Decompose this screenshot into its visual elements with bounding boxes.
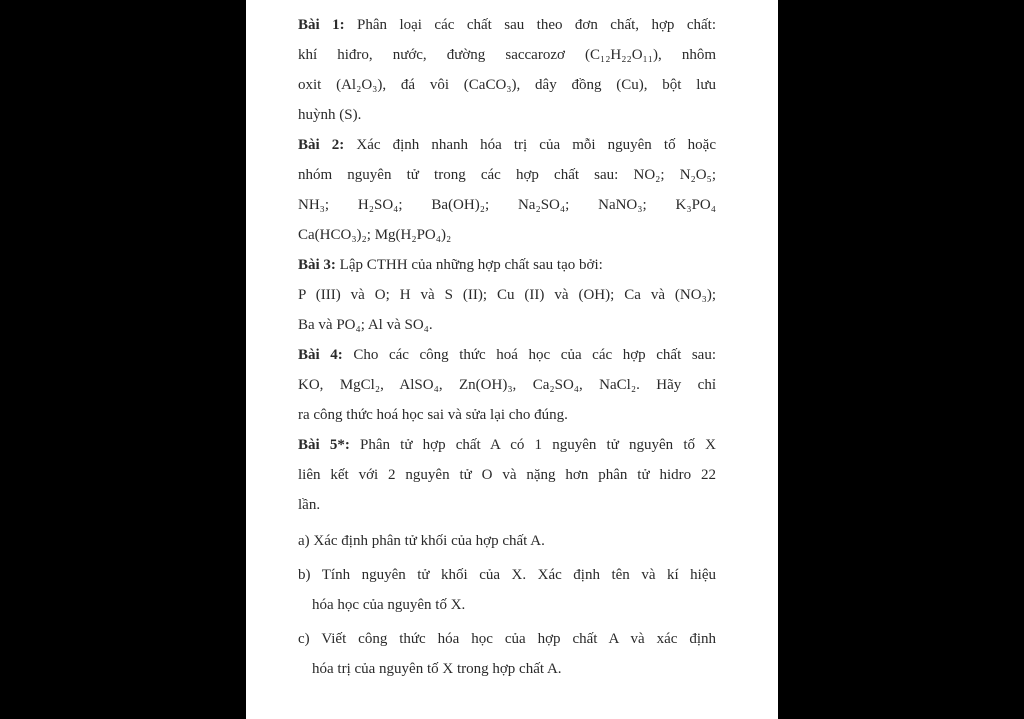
exercise-line: huỳnh (S). xyxy=(298,107,362,123)
exercise-line: lần. xyxy=(298,497,321,513)
exercise-label: Bài 2: xyxy=(298,137,345,153)
exercise-5 xyxy=(298,430,716,520)
exercise-line: nhóm nguyên tử trong các hợp chất sau: NO₂; N₂O₅; xyxy=(298,167,716,183)
exercise-line: Bài 4: Cho các công thức hoá học của các hợp chất sau: xyxy=(298,347,716,363)
sub-question-line: hóa học của nguyên tố X. xyxy=(312,597,466,613)
sub-question-line: b) Tính nguyên tử khối của X. Xác định tên và kí hiệu xyxy=(298,567,716,583)
exercise-line: khí hiđro, nước, đường saccarozơ (C₁₂H₂₂O₁₁), nhôm xyxy=(298,47,716,63)
exercise-1 xyxy=(298,10,716,130)
exercise-2 xyxy=(298,130,716,250)
sub-question-b xyxy=(298,560,716,620)
exercise-line: Ca(HCO₃)₂; Mg(H₂PO₄)₂ xyxy=(298,227,452,243)
sub-question-c xyxy=(298,624,716,684)
document-content xyxy=(298,10,716,684)
sub-question-a xyxy=(298,526,716,556)
exercise-line: oxit (Al₂O₃), đá vôi (CaCO₃), dây đồng (Cu), bột lưu xyxy=(298,77,716,93)
exercise-label: Bài 4: xyxy=(298,347,343,363)
exercise-label: Bài 5*: xyxy=(298,437,350,453)
exercise-label: Bài 1: xyxy=(298,17,345,33)
exercise-line: Bài 3: Lập CTHH của những hợp chất sau tạo bởi: xyxy=(298,257,603,273)
exercise-line: ra công thức hoá học sai và sửa lại cho đúng. xyxy=(298,407,568,423)
document-page xyxy=(246,0,778,719)
exercise-line: Bài 5*: Phân tử hợp chất A có 1 nguyên tử nguyên tố X xyxy=(298,437,716,453)
sub-question-line: c) Viết công thức hóa học của hợp chất A và xác định xyxy=(298,631,716,647)
sub-question-line: hóa trị của nguyên tố X trong hợp chất A. xyxy=(312,661,562,677)
exercise-line: NH₃; H₂SO₄; Ba(OH)₂; Na₂SO₄; NaNO₃; K₃PO₄ xyxy=(298,197,716,213)
exercise-line: P (III) và O; H và S (II); Cu (II) và (OH); Ca và (NO₃); xyxy=(298,287,716,303)
exercise-line: KO, MgCl₂, AlSO₄, Zn(OH)₃, Ca₂SO₄, NaCl₂. Hãy chỉ xyxy=(298,377,716,393)
exercise-3 xyxy=(298,250,716,340)
exercise-label: Bài 3: xyxy=(298,257,336,273)
exercise-line: Bài 2: Xác định nhanh hóa trị của mỗi nguyên tố hoặc xyxy=(298,137,716,153)
exercise-line: liên kết với 2 nguyên tử O và nặng hơn phân tử hidro 22 xyxy=(298,467,716,483)
exercise-line: Bài 1: Phân loại các chất sau theo đơn chất, hợp chất: xyxy=(298,17,716,33)
exercise-line: Ba và PO₄; Al và SO₄. xyxy=(298,317,433,333)
sub-question-line: a) Xác định phân tử khối của hợp chất A. xyxy=(298,533,545,549)
exercise-4 xyxy=(298,340,716,430)
